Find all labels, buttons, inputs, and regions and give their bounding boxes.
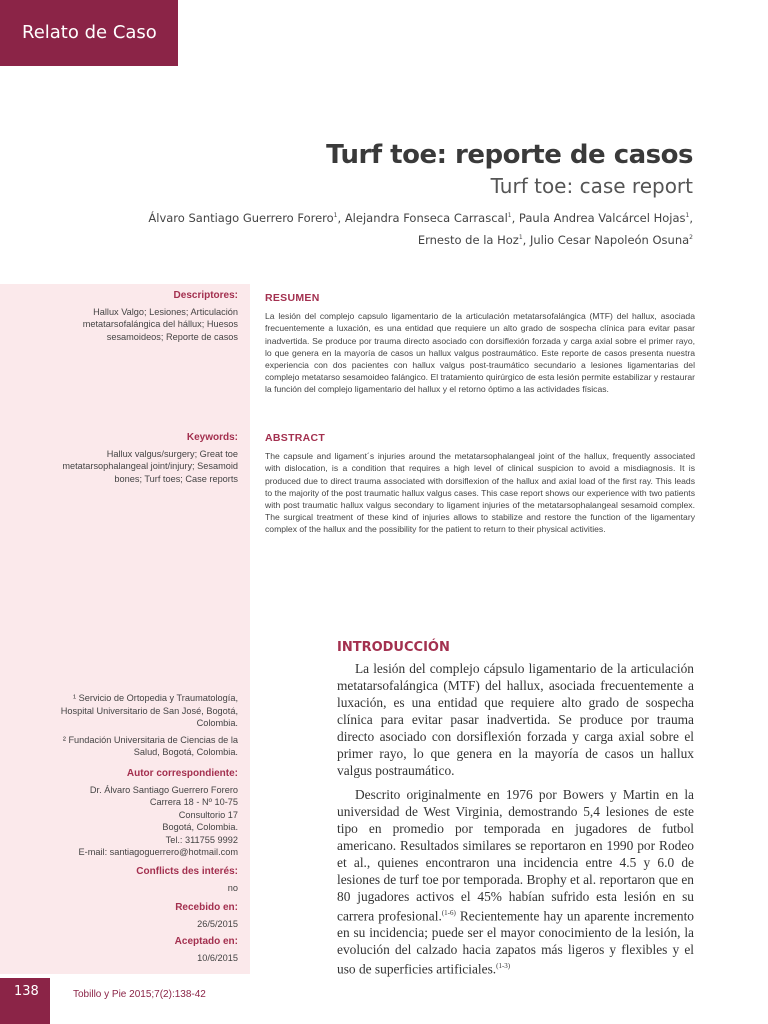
keywords-block <box>38 432 238 485</box>
corresponding-author-heading: Autor correspondiente: <box>126 768 238 779</box>
abstract-section <box>265 432 695 536</box>
article-sidebar <box>0 284 250 974</box>
corresp-line: Carrera 18 - Nº 10-75 <box>149 797 238 807</box>
intro-paragraph-2: Descrito originalmente en 1976 por Bowers y Martin en la universidad de West Virginia, demostrando 5,4 lesiones de este tipo en promedio por temporada en jugadores de futbol americano. Resultados similares se reportaron en 1990 por Rodeo et al., quienes encontraron una incidencia entre 4.5 y 6.0 de lesiones de turf toe por temporada. Brophy et al. reportaron que en 80 jugadores activos el 45% habían sufrido esta lesión en su carrera profesional.$^{(1-6)}$ Recientemente hay un aparente incremento en su incidencia; puede ser el mayor conocimiento de la lesión, la evolución del calzado hacia zapatos más ligeros y flexibles y el uso de superficies artificiales.$^{(1-3)}$ <box>337 787 694 977</box>
corresp-line: Tel.: 311755 9992 <box>165 834 238 845</box>
accepted-heading: Aceptado en: <box>174 936 238 947</box>
author-name: Ernesto de la Hoz <box>417 232 519 247</box>
conflicts-block <box>38 866 238 894</box>
received-heading: Recebido en: <box>175 902 238 913</box>
introduction-section <box>337 640 694 985</box>
author-line-2: Ernesto de la Hoz$^1$, Julio Cesar Napoleón Osuna$^2$ <box>417 232 693 247</box>
citation-ref: (1-3) <box>496 962 511 971</box>
page-number: 138 <box>0 978 50 1024</box>
descriptores-text: Hallux Valgo; Lesiones; Articulación metatarsofalángica del hállux; Huesos sesamoideos; Reporte de casos <box>82 306 238 342</box>
abstract-text: The capsule and ligament´s injuries around the metatarsophalangeal joint of the hallux, frequently associated with dislocation, is a condition that requires a high level of clinical suspicion to avoid a misdiagnosis. It is produced due to direct trauma associated with dorsiflexion of the hallux and axial load of the first ray. This leads to the majority of the post traumatic hallux valgus cases. This case report shows our experience with two patients with post traumatic hallux valgus secondary to ligament injuries of the metatarsophalangeal sesamoid complex. The surgical treatment of these kind of injuries allows to stabilize and restore the function of the ligamentary complex of the hallux and the possibility for the patient to return to their physical activities. <box>265 451 695 535</box>
conflicts-heading: Conflicts des interés: <box>136 866 238 877</box>
author-affiliation: 1 <box>518 233 523 241</box>
article-subtitle: Turf toe: case report <box>490 174 693 198</box>
resumen-text: La lesión del complejo capsulo ligamentario de la articulación metatarsofalángica (MTF) del hallux, asociada frecuentemente a luxación, es una entidad que requiere un alto grado de sospecha clínica para evitar pasar inadvertida. Se produce por trauma directo asociado con dorsiflexión forzada y carga axial sobre el primer rayo, lo que genera en la mayoría de casos un hallux valgus postraumático. Este reporte de casos presenta nuestra experiencia con dos pacientes con hallux valgus post-traumático secundario a lesiones ligamentarias del complejo metatarso sesamoideo falángico. El tratamiento quirúrgico de esta lesión permite estabilizar y restaurar la función del complejo ligamentario del hallux y el retorno óptimo a las actividades físicas. <box>265 311 695 395</box>
received-block <box>38 902 238 930</box>
author-line-1: Álvaro Santiago Guerrero Forero$^1$, Alejandra Fonseca Carrascal$^1$, Paula Andrea Valcárcel Hojas$^1$, <box>148 210 693 225</box>
accepted-date: 10/6/2015 <box>197 952 238 963</box>
affiliation-1: ¹ Servicio de Ortopedia y Traumatología, Hospital Universitario de San José, Bogotá, Colombia. <box>60 693 238 728</box>
journal-citation: Tobillo y Pie 2015;7(2):138-42 <box>73 989 206 1000</box>
corresp-line: Dr. Álvaro Santiago Guerrero Forero <box>89 784 238 795</box>
received-date: 26/5/2015 <box>197 918 238 929</box>
author-list <box>93 206 693 250</box>
keywords-heading: Keywords: <box>186 432 238 443</box>
conflicts-value: no <box>227 882 238 893</box>
corresp-line: Bogotá, Colombia. <box>162 822 238 832</box>
abstract-heading: ABSTRACT <box>265 432 326 444</box>
corresp-line: Consultorio 17 <box>178 809 238 820</box>
keywords-text: Hallux valgus/surgery; Great toe metatarsophalangeal joint/injury; Sesamoid bones; Turf toes; Case reports <box>62 448 238 484</box>
author-affiliation: 1 <box>333 212 338 219</box>
introduction-heading: INTRODUCCIÓN <box>337 640 450 655</box>
article-title-block <box>93 140 693 250</box>
resumen-heading: RESUMEN <box>265 292 320 304</box>
descriptores-heading: Descriptores: <box>173 290 238 301</box>
author-name: Paula Andrea Valcárcel Hojas <box>518 210 686 225</box>
resumen-section <box>265 292 695 396</box>
author-affiliation: 2 <box>689 233 693 241</box>
article-title: Turf toe: reporte de casos <box>326 140 693 170</box>
accepted-block <box>38 936 238 964</box>
author-name: Julio Cesar Napoleón Osuna <box>529 232 690 247</box>
affiliations-block <box>38 692 238 759</box>
author-affiliation: 1 <box>507 212 512 219</box>
affiliation-2: ² Fundación Universitaria de Ciencias de la Salud, Bogotá, Colombia. <box>62 734 238 757</box>
author-affiliation: 1 <box>685 212 690 219</box>
author-name: Álvaro Santiago Guerrero Forero <box>148 210 334 225</box>
corresponding-author-block <box>38 768 238 859</box>
corresp-email: E-mail: santiagoguerrero@hotmail.com <box>78 847 238 857</box>
section-banner: Relato de Caso <box>0 0 178 66</box>
descriptores-block <box>38 290 238 343</box>
citation-ref: (1-6) <box>441 909 456 917</box>
author-name: Alejandra Fonseca Carrascal <box>344 210 508 225</box>
intro-paragraph-1: La lesión del complejo cápsulo ligamentario de la articulación metatarsofalángica (MTF) del hallux, asociada frecuentemente a luxación, es una entidad que requiere alto grado de sospecha clínica para evitar pasar inadvertida. Se produce por trauma directo asociado con dorsiflexión forzada y carga axial sobre el primer rayo, lo que genera en la mayoría de casos un hallux valgus postraumático. <box>337 661 694 778</box>
